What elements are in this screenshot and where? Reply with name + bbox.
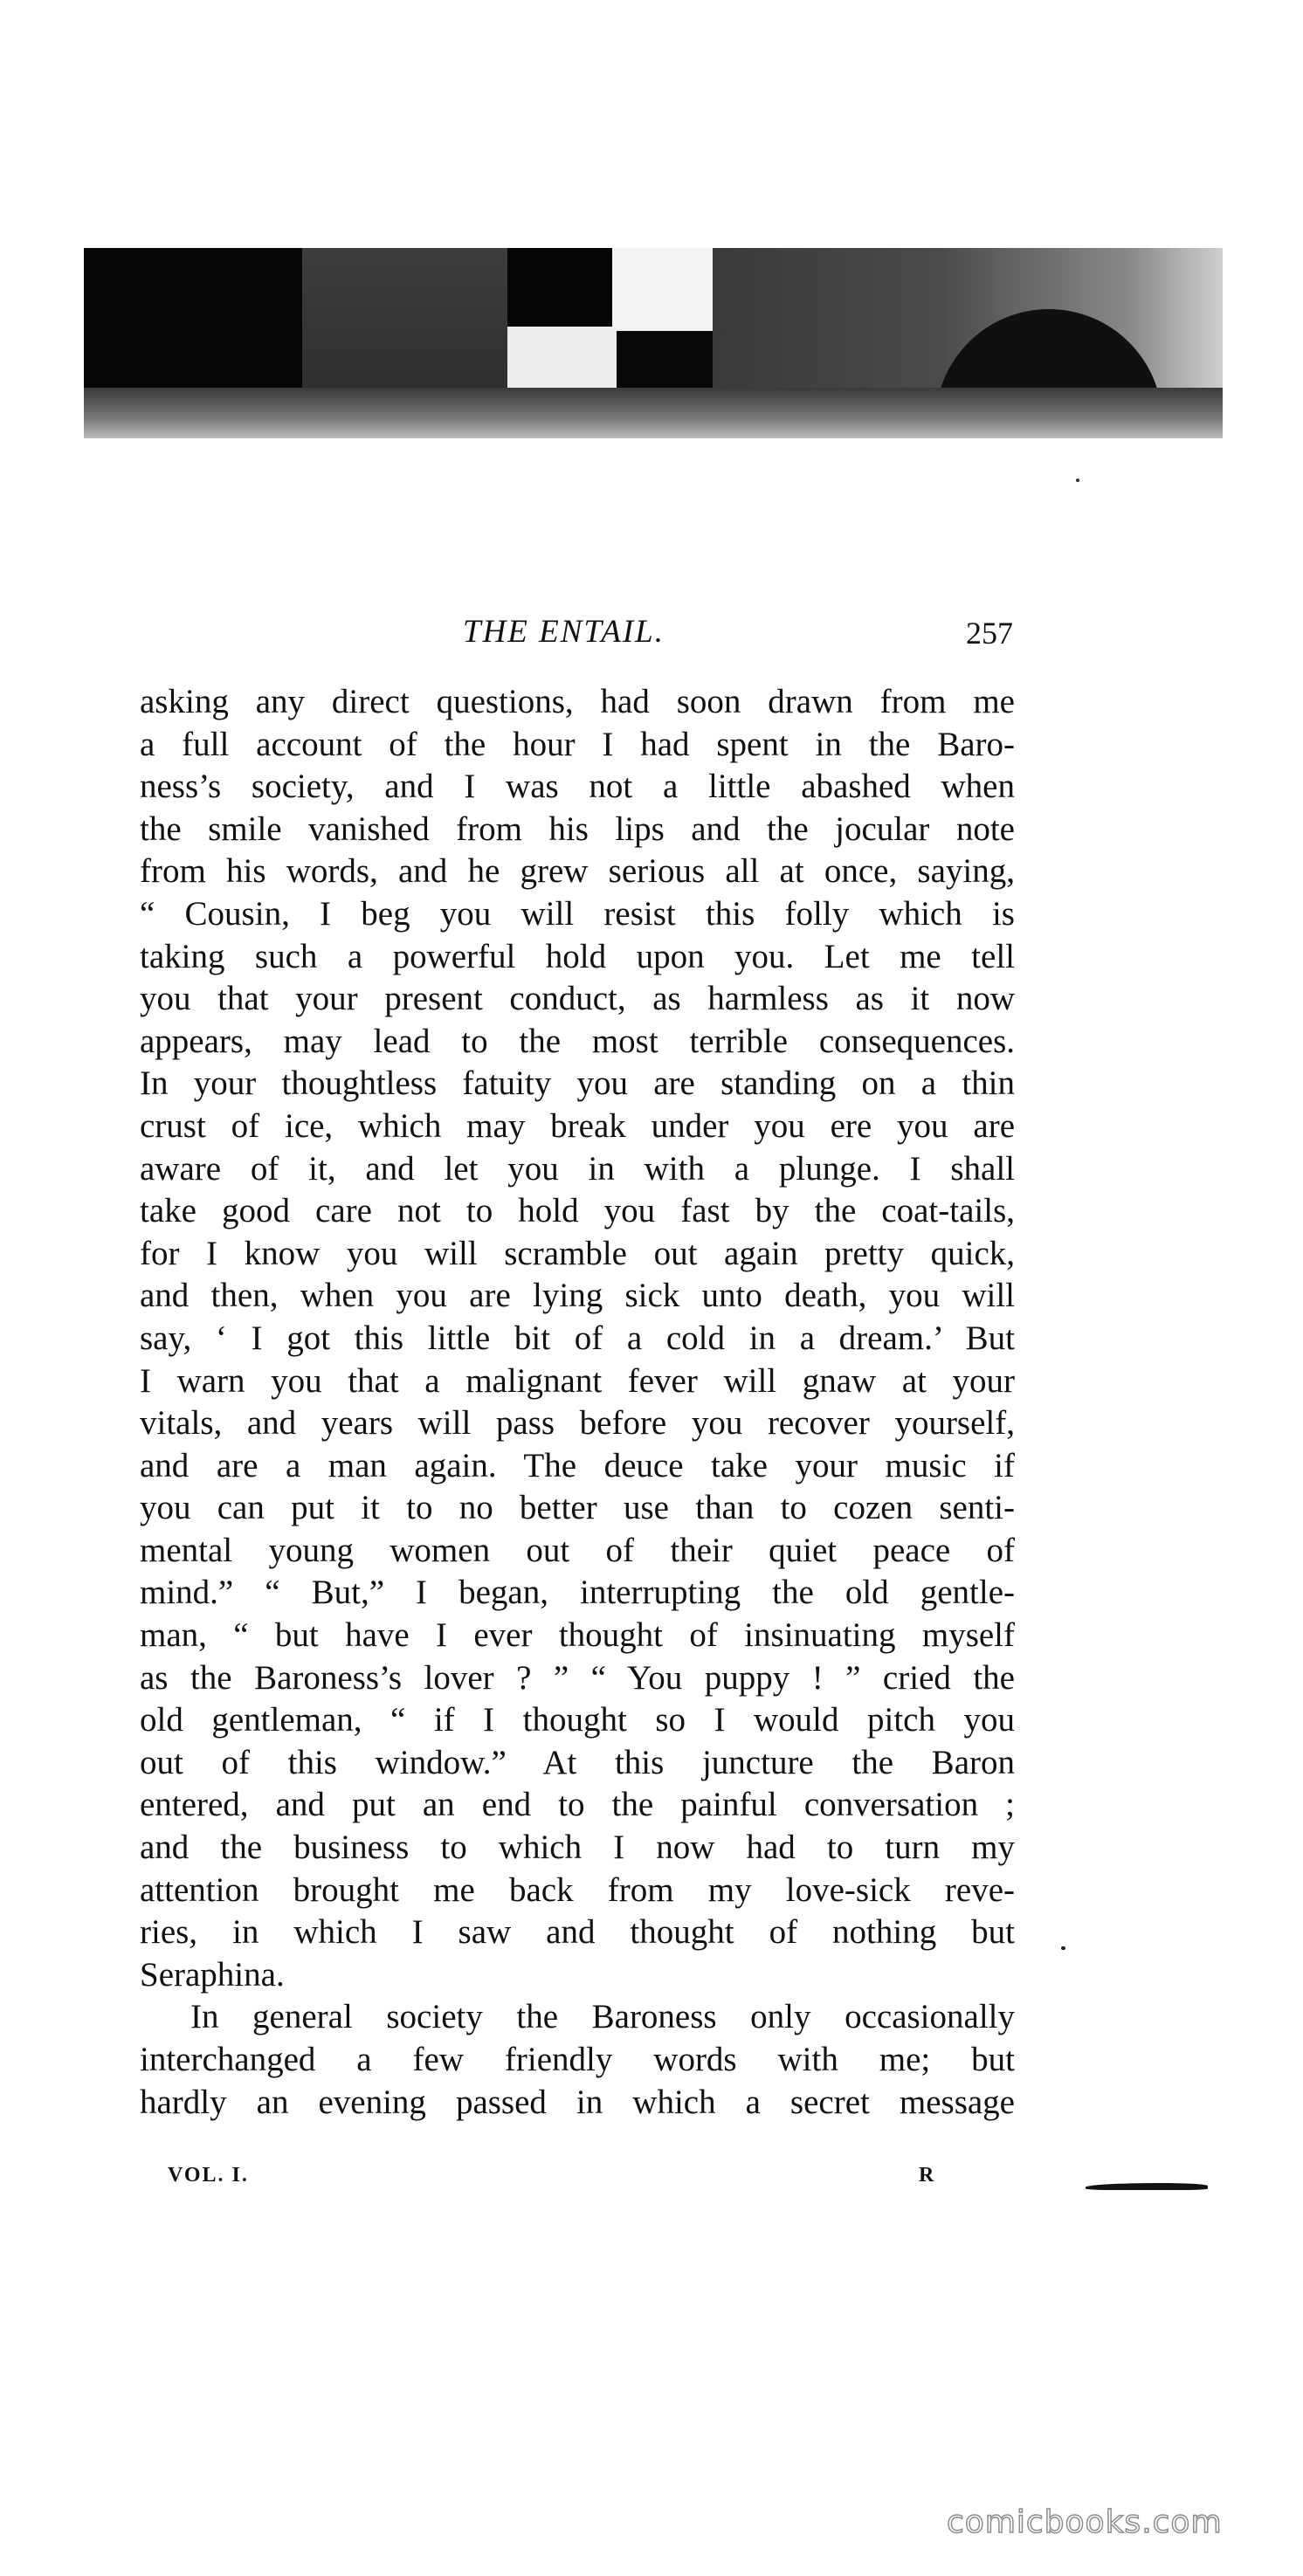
text-line: you that your present conduct, as harmless as it now xyxy=(140,980,1015,1018)
text-line: aware of it, and let you in with a plunge. I shall xyxy=(140,1149,1015,1188)
text-line: appears, may lead to the most terrible consequences. xyxy=(140,1022,1015,1060)
text-line: for I know you will scramble out again pretty quick, xyxy=(140,1234,1015,1272)
text-line: entered, and put an end to the painful conversation ; xyxy=(140,1786,1015,1824)
photo-checker-block xyxy=(617,331,713,388)
volume-label: VOL. I. xyxy=(168,2164,249,2187)
signature-mark: R xyxy=(919,2164,936,2187)
text-line: vitals, and years will pass before you recover yourself, xyxy=(140,1404,1015,1443)
text-line: old gentleman, “ if I thought so I would pitch you xyxy=(140,1701,1015,1739)
text-line: and the business to which I now had to turn my xyxy=(140,1829,1015,1867)
text-line: mind.” “ But,” I began, interrupting the old gentle- xyxy=(140,1574,1015,1612)
text-line: mental young women out of their quiet peace of xyxy=(140,1531,1015,1569)
running-title: THE ENTAIL. xyxy=(463,614,665,650)
text-line: from his words, and he grew serious all at once, saying, xyxy=(140,852,1015,891)
text-line: you can put it to no better use than to cozen senti- xyxy=(140,1489,1015,1527)
text-line: crust of ice, which may break under you ere you are xyxy=(140,1106,1015,1145)
photo-ground xyxy=(84,388,1223,438)
photo-checker-block xyxy=(507,248,612,327)
text-line: “ Cousin, I beg you will resist this folly which is xyxy=(140,894,1015,933)
page-footer xyxy=(140,2164,1013,2199)
text-line: ries, in which I saw and thought of nothing but xyxy=(140,1913,1015,1952)
watermark: comicbooks.com xyxy=(947,2504,1223,2540)
text-line: a full account of the hour I had spent in the Baro- xyxy=(140,725,1015,763)
text-line: In general society the Baroness only occasionally xyxy=(190,1998,1015,2036)
photo-checker-block xyxy=(507,327,617,388)
text-line: taking such a powerful hold upon you. Let me tell xyxy=(140,937,1015,975)
text-line: In your thoughtless fatuity you are standing on a thin xyxy=(140,1064,1015,1103)
ink-smudge xyxy=(1086,2183,1208,2190)
header-photograph xyxy=(84,248,1223,438)
text-line: asking any direct questions, had soon drawn from me xyxy=(140,683,1015,720)
text-line: I warn you that a malignant fever will gnaw at your xyxy=(140,1361,1015,1400)
text-line: and are a man again. The deuce take your music if xyxy=(140,1446,1015,1484)
photo-checker-block xyxy=(612,248,713,331)
text-line: out of this window.” At this juncture the Baron xyxy=(140,1743,1015,1781)
text-line: man, “ but have I ever thought of insinuating myself xyxy=(140,1616,1015,1655)
page-number: 257 xyxy=(966,616,1013,651)
text-line: hardly an evening passed in which a secret message xyxy=(140,2083,1015,2121)
text-line: the smile vanished from his lips and the jocular note xyxy=(140,809,1015,848)
text-line: say, ‘ I got this little bit of a cold in a dream.’ But xyxy=(140,1319,1015,1357)
text-line: interchanged a few friendly words with me; but xyxy=(140,2041,1015,2078)
text-line: attention brought me back from my love-sick reve- xyxy=(140,1870,1015,1909)
text-line: as the Baroness’s lover ? ” “ You puppy ! ” cried the xyxy=(140,1658,1015,1697)
scan-speck xyxy=(1076,479,1079,482)
scan-speck xyxy=(1061,1946,1065,1950)
text-line: Seraphina. xyxy=(140,1955,285,1994)
text-line: ness’s society, and I was not a little abashed when xyxy=(140,768,1015,806)
text-line: take good care not to hold you fast by the coat-tails, xyxy=(140,1192,1015,1230)
text-line: and then, when you are lying sick unto death, you will xyxy=(140,1277,1015,1315)
page-header xyxy=(140,613,1013,657)
body-text xyxy=(140,681,1015,2124)
